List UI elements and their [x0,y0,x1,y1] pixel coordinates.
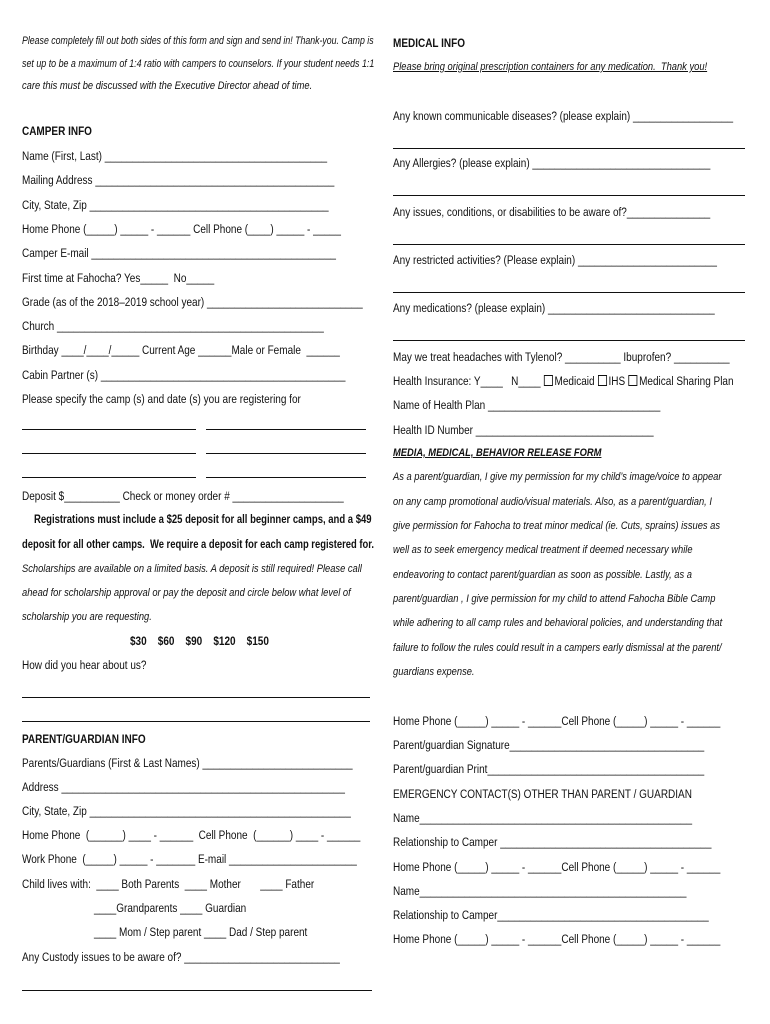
guardian-phone-field[interactable]: Home Phone (_____) _____ - ______Cell Phone (_____) _____ - ______ [393,714,721,728]
camp-date-line[interactable] [22,477,196,478]
emergency-phone-field[interactable]: Home Phone (_____) _____ - ______Cell Phone (_____) _____ - ______ [393,860,721,874]
answer-line[interactable] [393,244,745,245]
ihs-label: IHS [608,374,626,388]
conditions-field[interactable]: Any issues, conditions, or disabilities to be aware of?_______________ [393,205,711,219]
medicaid-checkbox[interactable] [544,375,553,386]
medications-field[interactable]: Any medications? (please explain) ______________________________ [393,301,715,315]
answer-line[interactable] [393,195,745,196]
camp-date-line[interactable] [206,429,366,430]
medication-note: Please bring original prescription containers for any medication. Thank you! [393,61,708,73]
camper-info-heading: CAMPER INFO [22,124,92,138]
child-lives-with-options[interactable]: ____ Mom / Step parent ____ Dad / Step parent [94,925,308,939]
deposit-field[interactable]: Deposit $__________ Check or money order # ____________________ [22,489,344,503]
intro-line-1: Please completely fill out both sides of this form and sign and send in! Thank-you. Camp is [22,35,374,47]
parent-address-field[interactable]: Address ___________________________________________________ [22,780,345,794]
medical-sharing-checkbox[interactable] [628,375,637,386]
health-insurance-field[interactable] [393,373,734,389]
release-text-line: endeavoring to contact parent/guardian as soon as possible. Lastly, as a [393,569,692,581]
health-plan-name-field[interactable]: Name of Health Plan _______________________________ [393,398,661,412]
camp-date-line[interactable] [22,429,196,430]
intro-line-3: care this must be discussed with the Executive Director ahead of time. [22,80,313,92]
heard-about-line[interactable] [22,721,370,722]
scholarship-note-2: ahead for scholarship approval or pay the deposit and circle below what level of [22,587,351,599]
medical-sharing-label: Medical Sharing Plan [639,374,734,388]
release-text-line: while adhering to all camp rules and behavioral policies, and understanding that [393,617,723,629]
birthday-age-gender-field[interactable]: Birthday ____/____/_____ Current Age ______Male or Female ______ [22,343,340,357]
scholarship-amounts[interactable]: $30 $60 $90 $120 $150 [130,634,269,648]
parent-phone-field[interactable]: Home Phone (______) ____ - ______ Cell Phone (______) ____ - ______ [22,828,361,842]
guardian-print-field[interactable]: Parent/guardian Print_______________________________________ [393,762,705,776]
allergies-field[interactable]: Any Allergies? (please explain) ________________________________ [393,156,711,170]
release-text-line: parent/guardian , I give permission for my child to attend Fahocha Bible Camp [393,593,716,605]
parent-guardian-heading: PARENT/GUARDIAN INFO [22,732,146,746]
communicable-diseases-field[interactable]: Any known communicable diseases? (please explain) __________________ [393,109,734,123]
medical-info-heading: MEDICAL INFO [393,36,465,50]
release-form-heading: MEDIA, MEDICAL, BEHAVIOR RELEASE FORM [393,447,602,459]
emergency-phone-field[interactable]: Home Phone (_____) _____ - ______Cell Phone (_____) _____ - ______ [393,932,721,946]
emergency-relationship-field[interactable]: Relationship to Camper ______________________________________ [393,835,712,849]
church-field[interactable]: Church ________________________________________________ [22,319,324,333]
scholarship-note-1: Scholarships are available on a limited basis. A deposit is still required! Please call [22,563,362,575]
release-text-line: failure to follow the rules could result in a campers early dismissal at the parent/ [393,642,722,654]
release-text-line: on any camp promotional audio/visual materials. Also, as a parent/guardian, I [393,496,712,508]
registration-note-1: Registrations must include a $25 deposit for all beginner camps, and a $49 [34,513,372,526]
grade-field[interactable]: Grade (as of the 2018–2019 school year) ____________________________ [22,295,363,309]
answer-line[interactable] [393,148,745,149]
guardian-signature-field[interactable]: Parent/guardian Signature___________________________________ [393,738,705,752]
answer-line[interactable] [393,340,745,341]
home-cell-phone-field[interactable]: Home Phone (_____) _____ - ______ Cell Phone (____) _____ - _____ [22,222,341,236]
release-text-line: guardians expense. [393,666,475,678]
cabin-partner-field[interactable]: Cabin Partner (s) ____________________________________________ [22,368,346,382]
camp-date-line[interactable] [22,453,196,454]
custody-issues-line[interactable] [22,990,372,991]
camper-name-field[interactable]: Name (First, Last) ________________________________________ [22,149,328,163]
registration-note-2: deposit for all other camps. We require a deposit for each camp registered for. [22,538,375,551]
health-id-field[interactable]: Health ID Number ________________________________ [393,423,654,437]
emergency-name-field[interactable]: Name________________________________________________ [393,884,687,898]
child-lives-with-options[interactable]: Child lives with: ____ Both Parents ____ Mother ____ Father [22,877,315,891]
ihs-checkbox[interactable] [598,375,607,386]
intro-line-2: set up to be a maximum of 1:4 ratio with campers to counselors. If your student needs 1:1 [22,58,375,70]
mailing-address-field[interactable]: Mailing Address ___________________________________________ [22,173,335,187]
release-text-line: As a parent/guardian, I give my permission for my child’s image/voice to appear [393,471,722,483]
heard-about-line[interactable] [22,697,370,698]
heard-about-label: How did you hear about us? [22,658,147,672]
camper-email-field[interactable]: Camper E-mail ____________________________________________ [22,246,336,260]
insurance-yes-no[interactable]: Health Insurance: Y____ N____ [393,374,541,388]
camp-date-line[interactable] [206,453,366,454]
parents-names-field[interactable]: Parents/Guardians (First & Last Names) ___________________________ [22,756,353,770]
camp-dates-label: Please specify the camp (s) and date (s) you are registering for [22,392,301,406]
release-text-line: give permission for Fahocha to treat minor medical (ie. Cuts, sprains) issues as [393,520,721,532]
custody-issues-field[interactable]: Any Custody issues to be aware of? ____________________________ [22,950,340,964]
emergency-name-field[interactable]: Name_________________________________________________ [393,811,693,825]
camp-date-line[interactable] [206,477,366,478]
emergency-relationship-field[interactable]: Relationship to Camper______________________________________ [393,908,709,922]
scholarship-note-3: scholarship you are requesting. [22,611,152,623]
first-time-field[interactable]: First time at Fahocha? Yes_____ No_____ [22,271,215,285]
medicaid-label: Medicaid [554,374,595,388]
headache-treatment-field[interactable]: May we treat headaches with Tylenol? __________ Ibuprofen? __________ [393,350,730,364]
city-state-zip-field[interactable]: City, State, Zip ___________________________________________ [22,198,329,212]
child-lives-with-options[interactable]: ____Grandparents ____ Guardian [94,901,247,915]
answer-line[interactable] [393,292,745,293]
parent-city-field[interactable]: City, State, Zip _______________________________________________ [22,804,351,818]
work-phone-email-field[interactable]: Work Phone (_____) _____ - _______ E-mail _______________________ [22,852,357,866]
emergency-contact-heading: EMERGENCY CONTACT(S) OTHER THAN PARENT / GUARDIAN [393,787,692,801]
release-text-line: well as to seek emergency medical treatment if deemed necessary while [393,544,693,556]
restricted-activities-field[interactable]: Any restricted activities? (Please explain) _________________________ [393,253,717,267]
